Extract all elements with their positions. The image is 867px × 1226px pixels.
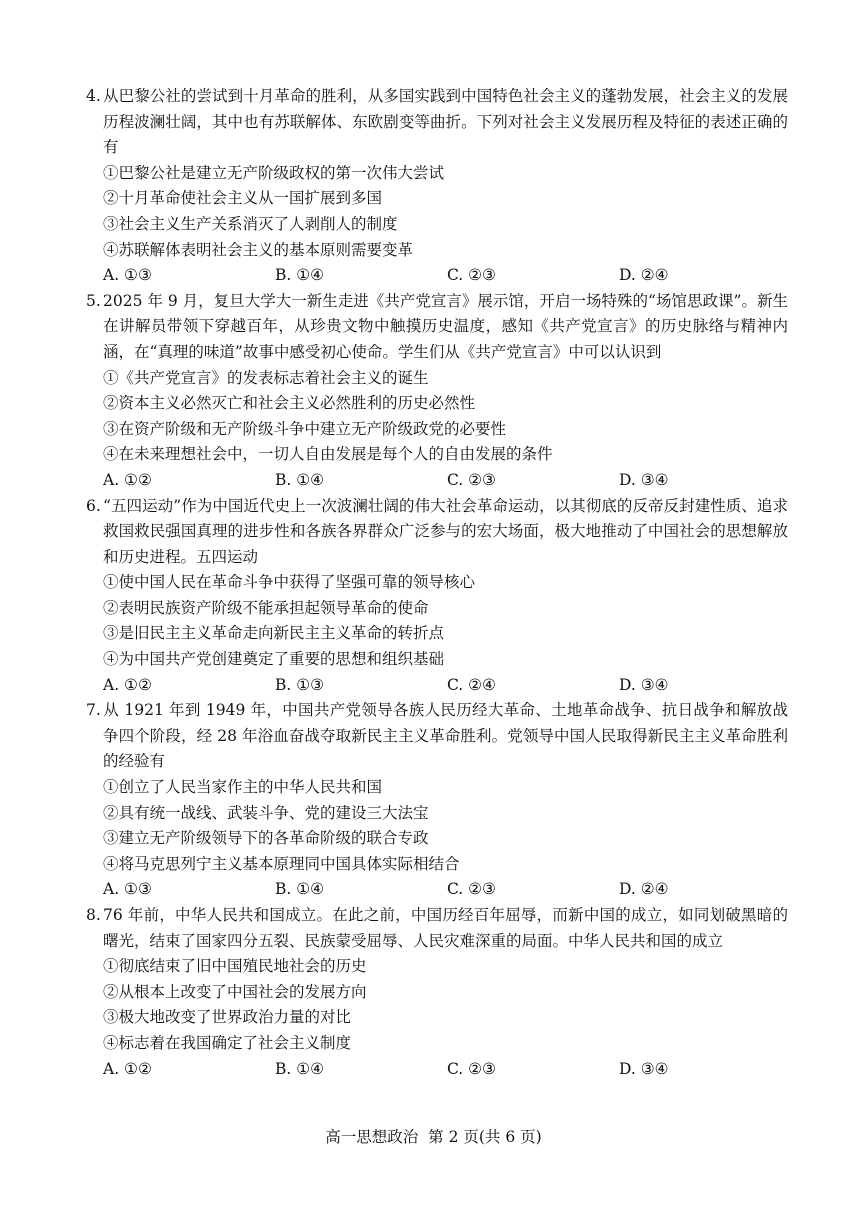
choice-b: B. ①④ xyxy=(275,880,325,899)
statement-2: ②具有统一战线、武装斗争、党的建设三大法宝 xyxy=(103,803,429,822)
question-5 xyxy=(86,289,788,494)
choice-c: C. ②③ xyxy=(447,470,496,489)
choice-b: B. ①③ xyxy=(275,675,325,694)
question-text: 76 年前，中华人民共和国成立。在此之前，中国历经百年屈辱，而新中国的成立，如同划破黑暗的曙光，结束了国家四分五裂、民族蒙受屈辱、人民灾难深重的局面。中华人民共和国的成立 xyxy=(103,906,788,950)
choice-c: C. ②③ xyxy=(447,1059,496,1078)
choice-b: B. ①④ xyxy=(275,470,325,489)
question-text: 2025 年 9 月，复旦大学大一新生走进《共产党宣言》展示馆，开启一场特殊的“场馆思政课”。新生在讲解员带领下穿越百年，从珍贵文物中触摸历史温度，感知《共产党宣言》的历史脉络与精神内涵，在“真理的味道”故事中感受初心使命。学生们从《共产党宣言》中可以认识到 xyxy=(103,291,788,361)
choice-a: A. ①② xyxy=(103,1059,152,1078)
statement-2: ②十月革命使社会主义从一国扩展到多国 xyxy=(103,189,383,208)
choice-d: D. ③④ xyxy=(619,675,669,694)
page-footer: 高一思想政治 第 2 页(共 6 页) xyxy=(325,1128,542,1146)
question-4 xyxy=(86,84,788,289)
question-8 xyxy=(86,903,788,1082)
choice-b: B. ①④ xyxy=(275,1059,325,1078)
statement-2: ②表明民族资产阶级不能承担起领导革命的使命 xyxy=(103,598,429,617)
choice-a: A. ①③ xyxy=(103,266,152,285)
statement-4: ④标志着在我国确定了社会主义制度 xyxy=(103,1033,352,1052)
question-number: 6. xyxy=(86,496,101,515)
question-list xyxy=(86,84,788,1082)
statement-3: ③在资产阶级和无产阶级斗争中建立无产阶级政党的必要性 xyxy=(103,419,507,438)
statement-1: ①《共产党宣言》的发表标志着社会主义的诞生 xyxy=(103,368,429,387)
question-stem xyxy=(86,494,788,571)
answer-choices xyxy=(86,877,788,903)
statement-2: ②资本主义必然灭亡和社会主义必然胜利的历史必然性 xyxy=(103,394,476,413)
statement-3: ③社会主义生产关系消灭了人剥削人的制度 xyxy=(103,214,398,233)
statement-4: ④苏联解体表明社会主义的基本原则需要变革 xyxy=(103,240,414,259)
choice-c: C. ②③ xyxy=(447,880,496,899)
statement-4: ④将马克思列宁主义基本原理同中国具体实际相结合 xyxy=(103,854,460,873)
statement-3: ③极大地改变了世界政治力量的对比 xyxy=(103,1008,352,1027)
question-text: “五四运动”作为中国近代史上一次波澜壮阔的伟大社会革命运动，以其彻底的反帝反封建性质、追求救国救民强国真理的进步性和各族各界群众广泛参与的宏大场面，极大地推动了中国社会的思想解放和历史进程。五四运动 xyxy=(103,496,788,566)
question-text: 从 1921 年到 1949 年，中国共产党领导各族人民历经大革命、土地革命战争、抗日战争和解放战争四个阶段，经 28 年浴血奋战夺取新民主主义革命胜利。党领导中国人民取得新民主主义革命胜利的经验有 xyxy=(103,701,788,771)
statement-3: ③是旧民主主义革命走向新民主主义革命的转折点 xyxy=(103,624,445,643)
answer-choices xyxy=(86,468,788,494)
question-number: 5. xyxy=(86,291,101,310)
answer-choices xyxy=(86,263,788,289)
question-stem xyxy=(86,903,788,954)
question-number: 7. xyxy=(86,701,101,720)
choice-a: A. ①② xyxy=(103,675,152,694)
statement-1: ①使中国人民在革命斗争中获得了坚强可靠的领导核心 xyxy=(103,573,476,592)
choice-d: D. ②④ xyxy=(619,880,669,899)
question-6 xyxy=(86,494,788,699)
statement-4: ④在未来理想社会中，一切人自由发展是每个人的自由发展的条件 xyxy=(103,445,553,464)
statement-3: ③建立无产阶级领导下的各革命阶级的联合专政 xyxy=(103,829,429,848)
choice-c: C. ②④ xyxy=(447,675,496,694)
question-stem xyxy=(86,289,788,366)
question-number: 4. xyxy=(86,87,101,105)
question-7 xyxy=(86,698,788,903)
statement-1: ①彻底结束了旧中国殖民地社会的历史 xyxy=(103,957,367,976)
question-text: 从巴黎公社的尝试到十月革命的胜利，从多国实践到中国特色社会主义的蓬勃发展，社会主义的发展历程波澜壮阔，其中也有苏联解体、东欧剧变等曲折。下列对社会主义发展历程及特征的表述正确的有 xyxy=(103,87,788,157)
answer-choices xyxy=(86,1057,788,1083)
choice-d: D. ②④ xyxy=(619,266,669,285)
choice-a: A. ①③ xyxy=(103,880,152,899)
statement-2: ②从根本上改变了中国社会的发展方向 xyxy=(103,982,367,1001)
choice-a: A. ①② xyxy=(103,470,152,489)
statement-1: ①创立了人民当家作主的中华人民共和国 xyxy=(103,778,383,797)
choice-d: D. ③④ xyxy=(619,470,669,489)
choice-d: D. ③④ xyxy=(619,1059,669,1078)
question-stem xyxy=(86,84,788,161)
statement-4: ④为中国共产党创建奠定了重要的思想和组织基础 xyxy=(103,650,445,669)
choice-c: C. ②③ xyxy=(447,266,496,285)
choice-b: B. ①④ xyxy=(275,266,325,285)
question-stem xyxy=(86,698,788,775)
statement-1: ①巴黎公社是建立无产阶级政权的第一次伟大尝试 xyxy=(103,163,445,182)
answer-choices xyxy=(86,673,788,699)
question-number: 8. xyxy=(86,906,101,924)
